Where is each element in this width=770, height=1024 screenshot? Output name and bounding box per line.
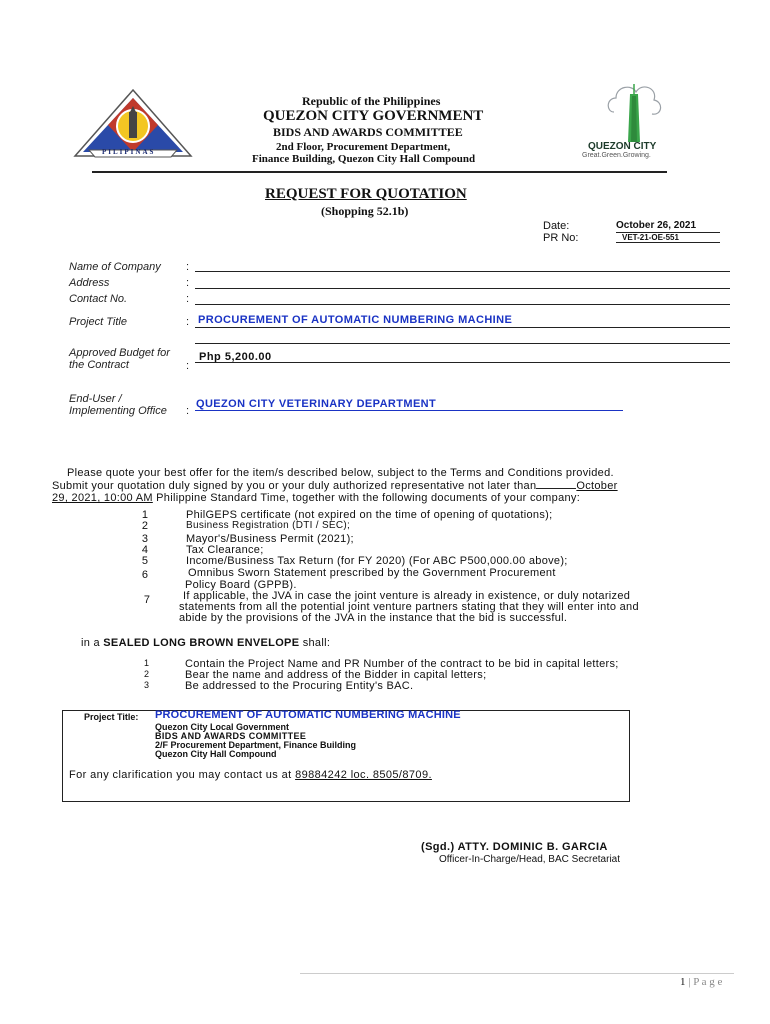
contact-colon: : xyxy=(186,293,190,305)
envelope-emphasis: SEALED LONG BROWN ENVELOPE xyxy=(103,637,300,649)
abc-label-1: Approved Budget for xyxy=(69,347,170,359)
brand-tower-icon xyxy=(604,72,664,152)
seal-text-bottom: PILIPINAS xyxy=(102,148,156,156)
company-field[interactable] xyxy=(195,271,730,272)
abc-colon: : xyxy=(186,360,190,372)
company-label: Name of Company xyxy=(69,261,161,273)
enduser-value: QUEZON CITY VETERINARY DEPARTMENT xyxy=(196,398,437,410)
abc-underline xyxy=(195,362,730,363)
box-line-4: Quezon City Hall Compound xyxy=(155,749,277,759)
doc-title: REQUEST FOR QUOTATION xyxy=(265,186,467,202)
header-committee: BIDS AND AWARDS COMMITTEE xyxy=(273,125,463,139)
signatory-position: Officer-In-Charge/Head, BAC Secretariat xyxy=(439,854,621,865)
brand-name: QUEZON CITY xyxy=(588,141,657,152)
qc-brand-logo xyxy=(604,72,664,152)
enduser-colon: : xyxy=(186,405,190,417)
abc-label-2: the Contract xyxy=(69,359,129,371)
box-line-3: 2/F Procurement Department, Finance Building xyxy=(155,740,357,750)
pr-value: VET-21-OE-551 xyxy=(622,233,679,242)
signatory-name: (Sgd.) ATTY. DOMINIC B. GARCIA xyxy=(421,841,608,853)
instruction-line-2a: Submit your quotation duly signed by you or your duly authorized representative not later than xyxy=(52,480,537,492)
address-colon: : xyxy=(186,277,190,289)
header-address-2: Finance Building, Quezon City Hall Compound xyxy=(252,153,476,165)
deadline-gap xyxy=(536,488,576,489)
abc-value: Php 5,200.00 xyxy=(199,351,272,363)
page-number: 1 | P a g e xyxy=(680,976,723,988)
box-project-label: Project Title: xyxy=(84,712,139,722)
project-title-colon: : xyxy=(186,316,190,328)
contact-number: 89884242 loc. 8505/8709. xyxy=(295,769,432,781)
header-government: QUEZON CITY GOVERNMENT xyxy=(263,108,484,124)
contact-label: Contact No. xyxy=(69,293,128,305)
date-label: Date: xyxy=(543,220,570,232)
pr-label: PR No: xyxy=(543,232,579,244)
project-title-label: Project Title xyxy=(69,316,127,328)
address-label: Address xyxy=(69,277,110,289)
company-colon: : xyxy=(186,261,190,273)
brand-tagline: Great.Green.Growing. xyxy=(582,152,651,159)
project-title-value: PROCUREMENT OF AUTOMATIC NUMBERING MACHINE xyxy=(198,314,513,326)
date-value: October 26, 2021 xyxy=(616,220,697,231)
instruction-line-2 xyxy=(52,480,618,492)
address-field[interactable] xyxy=(195,288,730,289)
project-title-underline xyxy=(195,327,730,328)
box-contact: For any clarification you may contact us at 89884242 loc. 8505/8709. xyxy=(69,769,432,781)
header-address-1: 2nd Floor, Procurement Department, xyxy=(276,141,451,153)
box-line-1: Quezon City Local Government xyxy=(155,722,290,732)
enduser-label-1: End-User / xyxy=(69,393,122,405)
header-republic: Republic of the Philippines xyxy=(302,94,441,108)
footer-rule xyxy=(300,973,734,974)
pr-underline xyxy=(616,242,720,243)
instruction-line-3 xyxy=(52,492,580,504)
box-project-value: PROCUREMENT OF AUTOMATIC NUMBERING MACHINE xyxy=(155,709,461,721)
envelope-instruction: in a SEALED LONG BROWN ENVELOPE shall: xyxy=(81,637,331,649)
instruction-line-1: Please quote your best offer for the item/s described below, subject to the Terms and Conditions provided. xyxy=(67,467,614,479)
enduser-underline xyxy=(195,410,623,411)
contact-field[interactable] xyxy=(195,304,730,305)
box-line-2: BIDS AND AWARDS COMMITTEE xyxy=(155,731,307,741)
instruction-line-3b: Philippine Standard Time, together with the following documents of your company: xyxy=(152,492,581,504)
deadline-date: 29, 2021, 10:00 AM xyxy=(52,492,153,504)
doc-subtitle: (Shopping 52.1b) xyxy=(321,204,409,218)
deadline-month: October xyxy=(576,480,618,492)
envelope-label-box xyxy=(62,710,630,802)
enduser-label-2: Implementing Office xyxy=(69,405,167,417)
project-title-underline-2 xyxy=(195,343,730,344)
header-rule xyxy=(92,171,667,173)
